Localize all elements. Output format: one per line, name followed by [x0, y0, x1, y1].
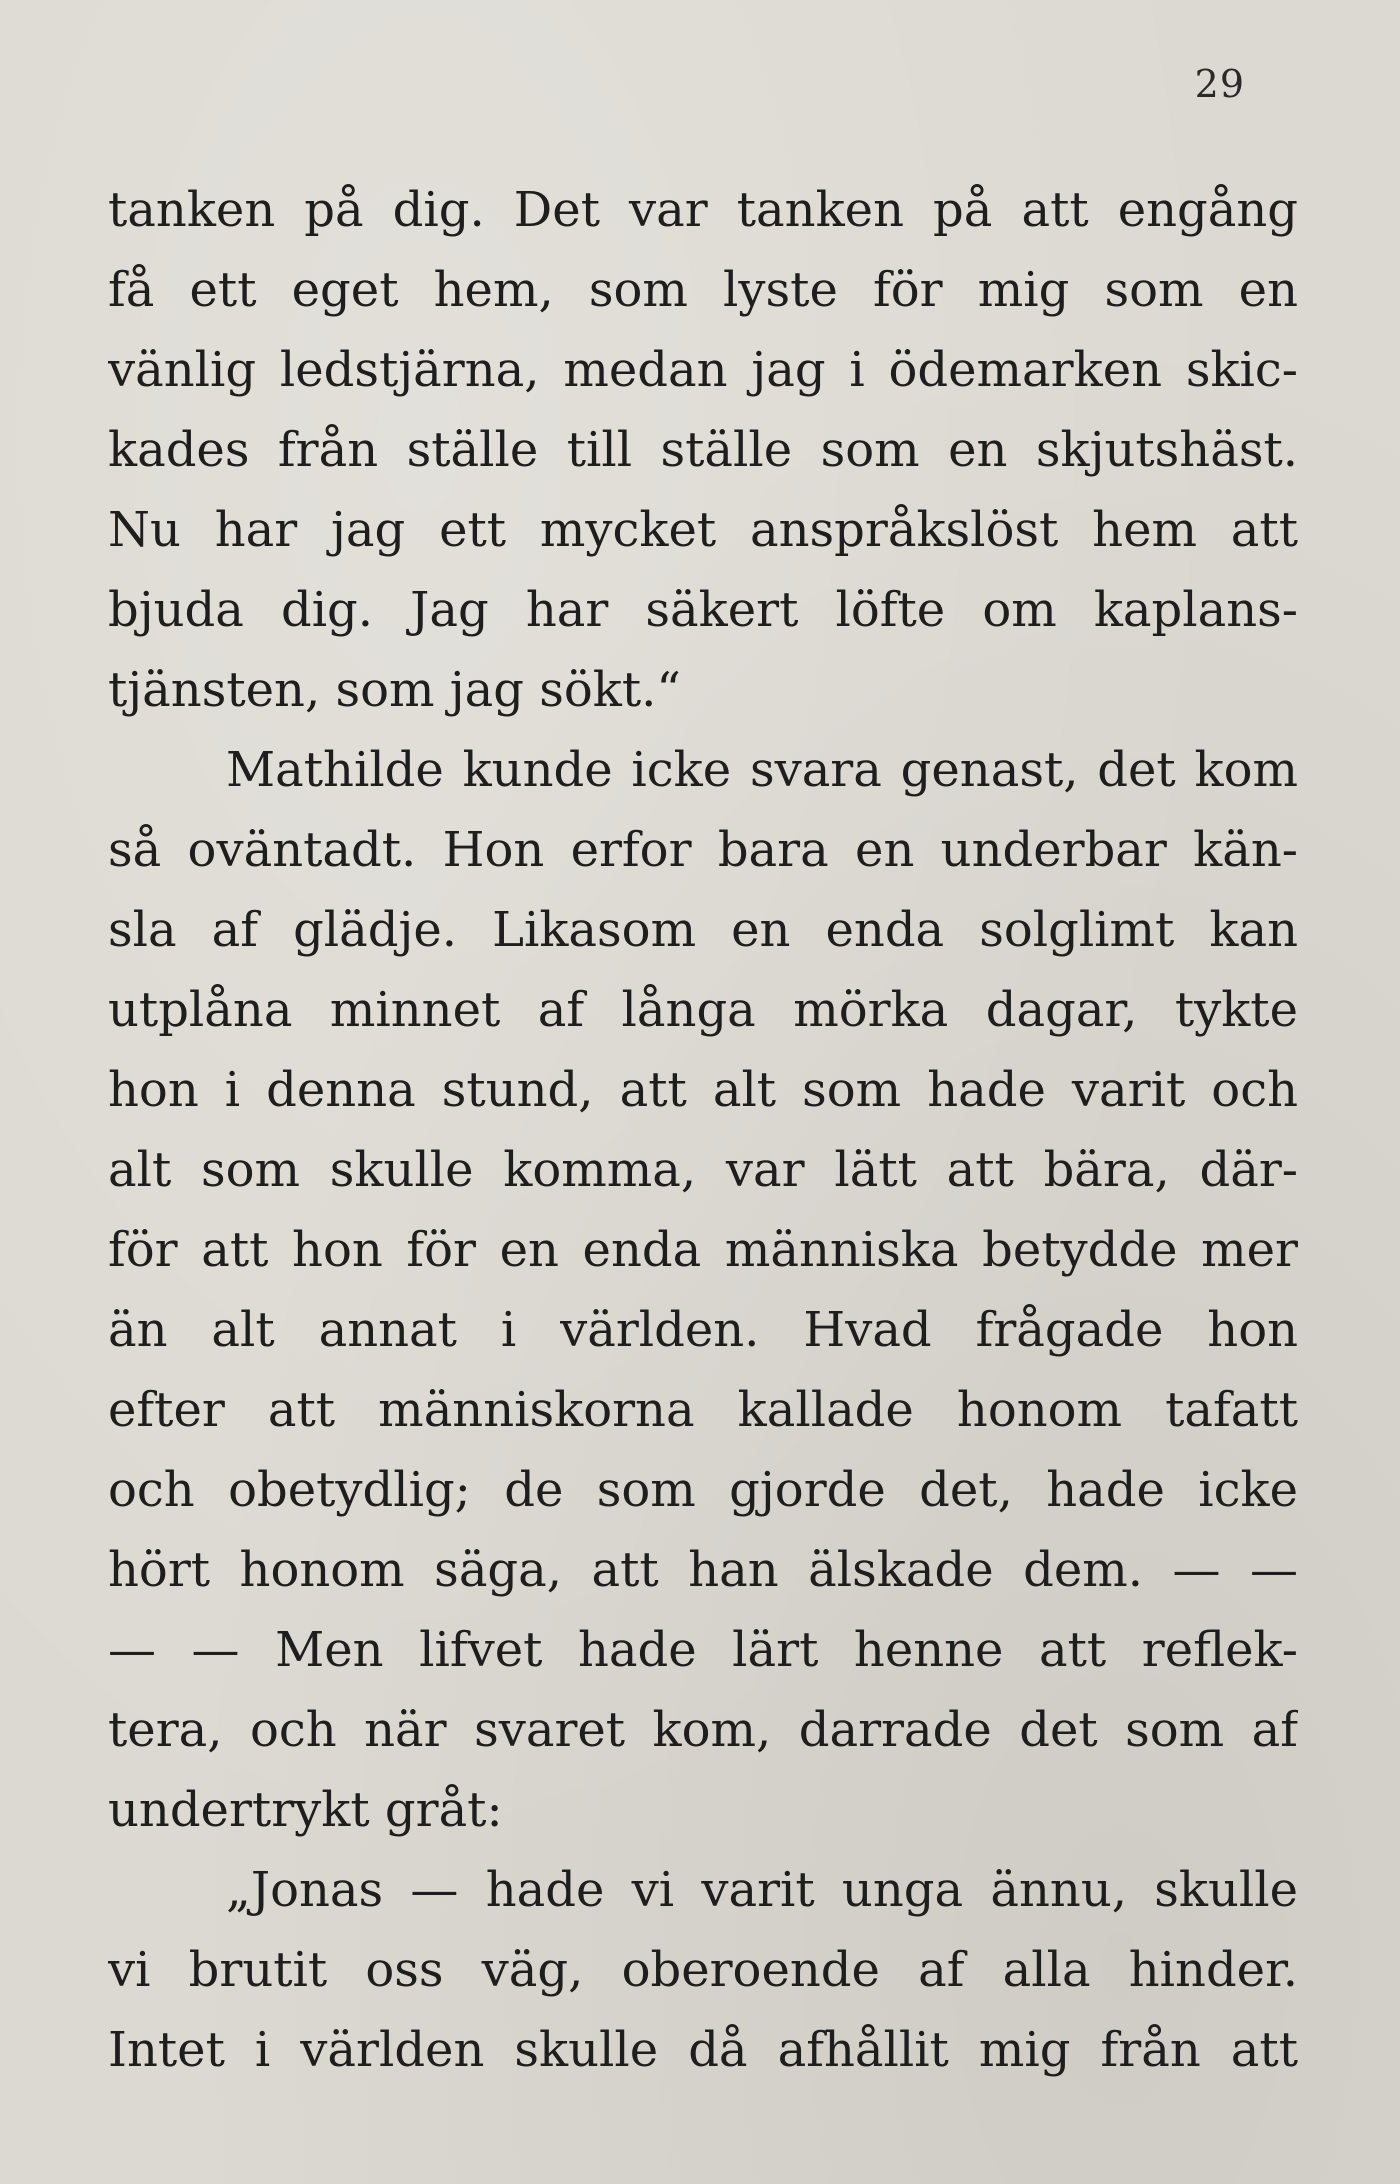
text-line: „Jonas — hade vi varit unga ännu, skulle — [226, 1862, 1298, 1918]
page-number: 29 — [1194, 62, 1245, 106]
text-line: Intet i världen skulle då afhållit mig från att — [108, 2022, 1298, 2078]
text-line: än alt annat i världen. Hvad frågade hon — [108, 1302, 1298, 1358]
text-line: bjuda dig. Jag har säkert löfte om kaplans- — [108, 582, 1298, 638]
body-text — [108, 170, 1298, 2090]
text-line: — — Men lifvet hade lärt henne att reflek- — [108, 1622, 1298, 1678]
text-line: vi brutit oss väg, oberoende af alla hinder. — [108, 1942, 1298, 1998]
text-line: Mathilde kunde icke svara genast, det kom — [226, 742, 1298, 798]
text-line: och obetydlig; de som gjorde det, hade icke — [108, 1462, 1298, 1518]
text-line: tera, och när svaret kom, darrade det som af — [108, 1702, 1298, 1758]
text-line: tanken på dig. Det var tanken på att engång — [108, 182, 1298, 238]
text-line: vänlig ledstjärna, medan jag i ödemarken skic- — [108, 342, 1298, 398]
text-line: så oväntadt. Hon erfor bara en underbar kän- — [108, 822, 1298, 878]
text-line: sla af glädje. Likasom en enda solglimt kan — [108, 902, 1298, 958]
text-line: efter att människorna kallade honom tafatt — [108, 1382, 1298, 1438]
text-line: för att hon för en enda människa betydde mer — [108, 1222, 1298, 1278]
text-line: undertrykt gråt: — [108, 1782, 503, 1838]
text-line: tjänsten, som jag sökt.“ — [108, 662, 681, 718]
text-line: få ett eget hem, som lyste för mig som en — [108, 262, 1298, 318]
text-line: hört honom säga, att han älskade dem. — — — [108, 1542, 1298, 1598]
text-line: utplåna minnet af långa mörka dagar, tykte — [108, 982, 1298, 1038]
text-line: kades från ställe till ställe som en skjutshäst. — [108, 422, 1298, 478]
text-line: hon i denna stund, att alt som hade varit och — [108, 1062, 1298, 1118]
text-line: Nu har jag ett mycket anspråkslöst hem att — [108, 502, 1298, 558]
text-line: alt som skulle komma, var lätt att bära, där- — [108, 1142, 1298, 1198]
